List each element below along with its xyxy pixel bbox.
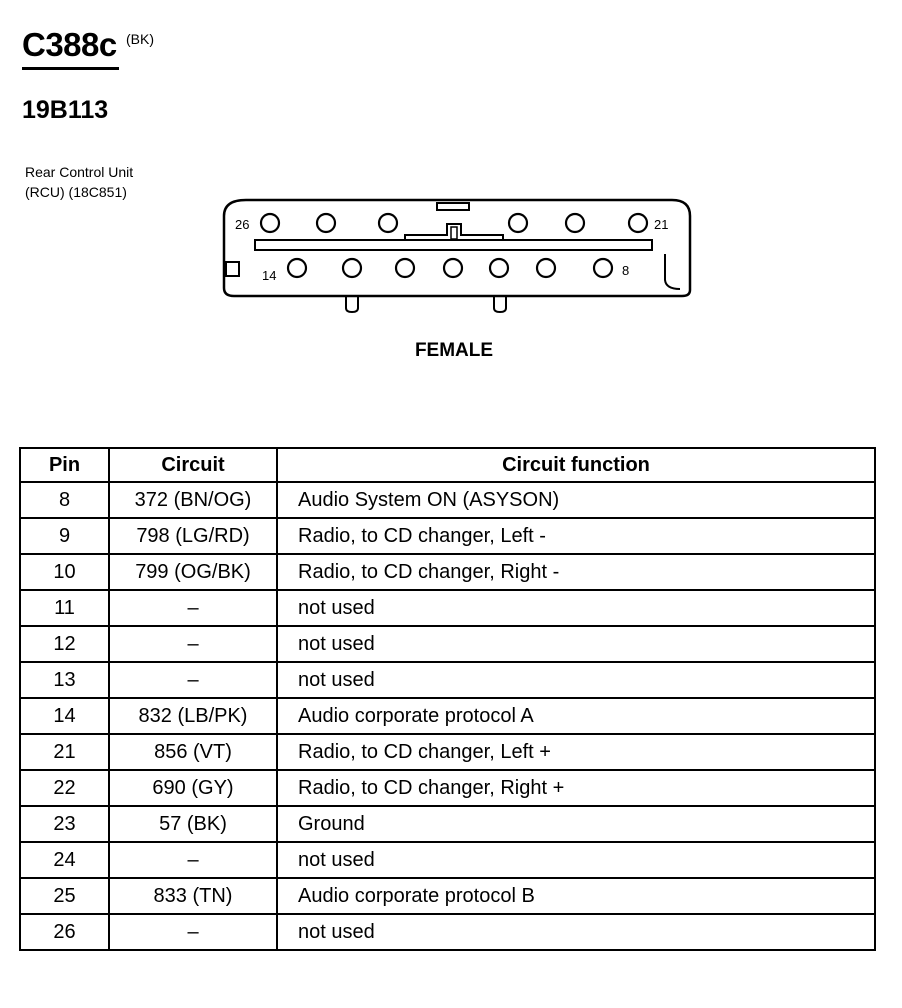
cell-pin: 13: [20, 662, 109, 698]
cell-circuit: –: [109, 626, 277, 662]
cell-function: Radio, to CD changer, Right -: [277, 554, 875, 590]
table-row: [20, 590, 875, 626]
table-row: [20, 734, 875, 770]
pin-cavity: [396, 259, 414, 277]
bottom-row-cavities: [288, 259, 612, 277]
cell-circuit: 372 (BN/OG): [109, 482, 277, 518]
cell-pin: 24: [20, 842, 109, 878]
pin-label-26: 26: [235, 217, 250, 232]
table-header-row: [20, 448, 875, 482]
cell-function: Audio System ON (ASYSON): [277, 482, 875, 518]
pin-cavity: [490, 259, 508, 277]
table-row: [20, 554, 875, 590]
part-number: 19B113: [22, 96, 109, 124]
pin-cavity: [379, 214, 397, 232]
mounting-peg-left: [346, 296, 358, 312]
table-row: [20, 662, 875, 698]
pin-cavity: [343, 259, 361, 277]
cell-circuit: 798 (LG/RD): [109, 518, 277, 554]
top-latch: [437, 203, 469, 210]
left-key-notch: [226, 262, 239, 276]
table-row: [20, 626, 875, 662]
cell-circuit: –: [109, 590, 277, 626]
cell-pin: 26: [20, 914, 109, 950]
table-row: [20, 698, 875, 734]
cell-circuit: –: [109, 662, 277, 698]
separator-bar: [255, 240, 652, 250]
cell-pin: 21: [20, 734, 109, 770]
cell-function: not used: [277, 590, 875, 626]
cell-pin: 23: [20, 806, 109, 842]
pin-cavity: [509, 214, 527, 232]
pin-cavity: [594, 259, 612, 277]
cell-pin: 11: [20, 590, 109, 626]
cell-pin: 14: [20, 698, 109, 734]
connector-face-diagram: [0, 0, 902, 330]
pin-cavity: [566, 214, 584, 232]
cell-circuit: 57 (BK): [109, 806, 277, 842]
description-line-2: (RCU) (18C851): [25, 184, 127, 200]
cell-pin: 22: [20, 770, 109, 806]
cell-function: Audio corporate protocol B: [277, 878, 875, 914]
pin-cavity: [444, 259, 462, 277]
cell-circuit: 690 (GY): [109, 770, 277, 806]
table-row: [20, 842, 875, 878]
cell-function: not used: [277, 626, 875, 662]
description-line-1: Rear Control Unit: [25, 164, 134, 180]
cell-pin: 8: [20, 482, 109, 518]
cell-pin: 12: [20, 626, 109, 662]
pinout-table: [19, 447, 876, 951]
table-row: [20, 518, 875, 554]
connector-color: (BK): [126, 31, 154, 47]
cell-circuit: 856 (VT): [109, 734, 277, 770]
cell-function: not used: [277, 662, 875, 698]
header-pin: Pin: [20, 448, 109, 482]
cell-pin: 25: [20, 878, 109, 914]
pin-cavity: [629, 214, 647, 232]
mounting-peg-right: [494, 296, 506, 312]
cell-function: Radio, to CD changer, Left -: [277, 518, 875, 554]
cell-pin: 10: [20, 554, 109, 590]
cell-circuit: 833 (TN): [109, 878, 277, 914]
table-row: [20, 482, 875, 518]
connector-housing: [224, 200, 690, 296]
pin-label-8: 8: [622, 263, 630, 278]
cell-function: Radio, to CD changer, Left +: [277, 734, 875, 770]
cell-circuit: 832 (LB/PK): [109, 698, 277, 734]
pin-cavity: [317, 214, 335, 232]
pin-cavity: [537, 259, 555, 277]
header-function: Circuit function: [277, 448, 875, 482]
pin-cavity: [288, 259, 306, 277]
cell-circuit: 799 (OG/BK): [109, 554, 277, 590]
cell-circuit: –: [109, 842, 277, 878]
table-row: [20, 914, 875, 950]
table-row: [20, 878, 875, 914]
cell-function: Ground: [277, 806, 875, 842]
table-row: [20, 806, 875, 842]
pin-cavity: [261, 214, 279, 232]
header-circuit: Circuit: [109, 448, 277, 482]
connector-gender: FEMALE: [414, 340, 494, 361]
cell-function: Audio corporate protocol A: [277, 698, 875, 734]
cell-function: Radio, to CD changer, Right +: [277, 770, 875, 806]
pin-label-14: 14: [262, 268, 277, 283]
table-row: [20, 770, 875, 806]
cell-function: not used: [277, 842, 875, 878]
pin-label-21: 21: [654, 217, 669, 232]
cell-function: not used: [277, 914, 875, 950]
connector-id: C388c: [22, 26, 117, 63]
cell-pin: 9: [20, 518, 109, 554]
cell-circuit: –: [109, 914, 277, 950]
